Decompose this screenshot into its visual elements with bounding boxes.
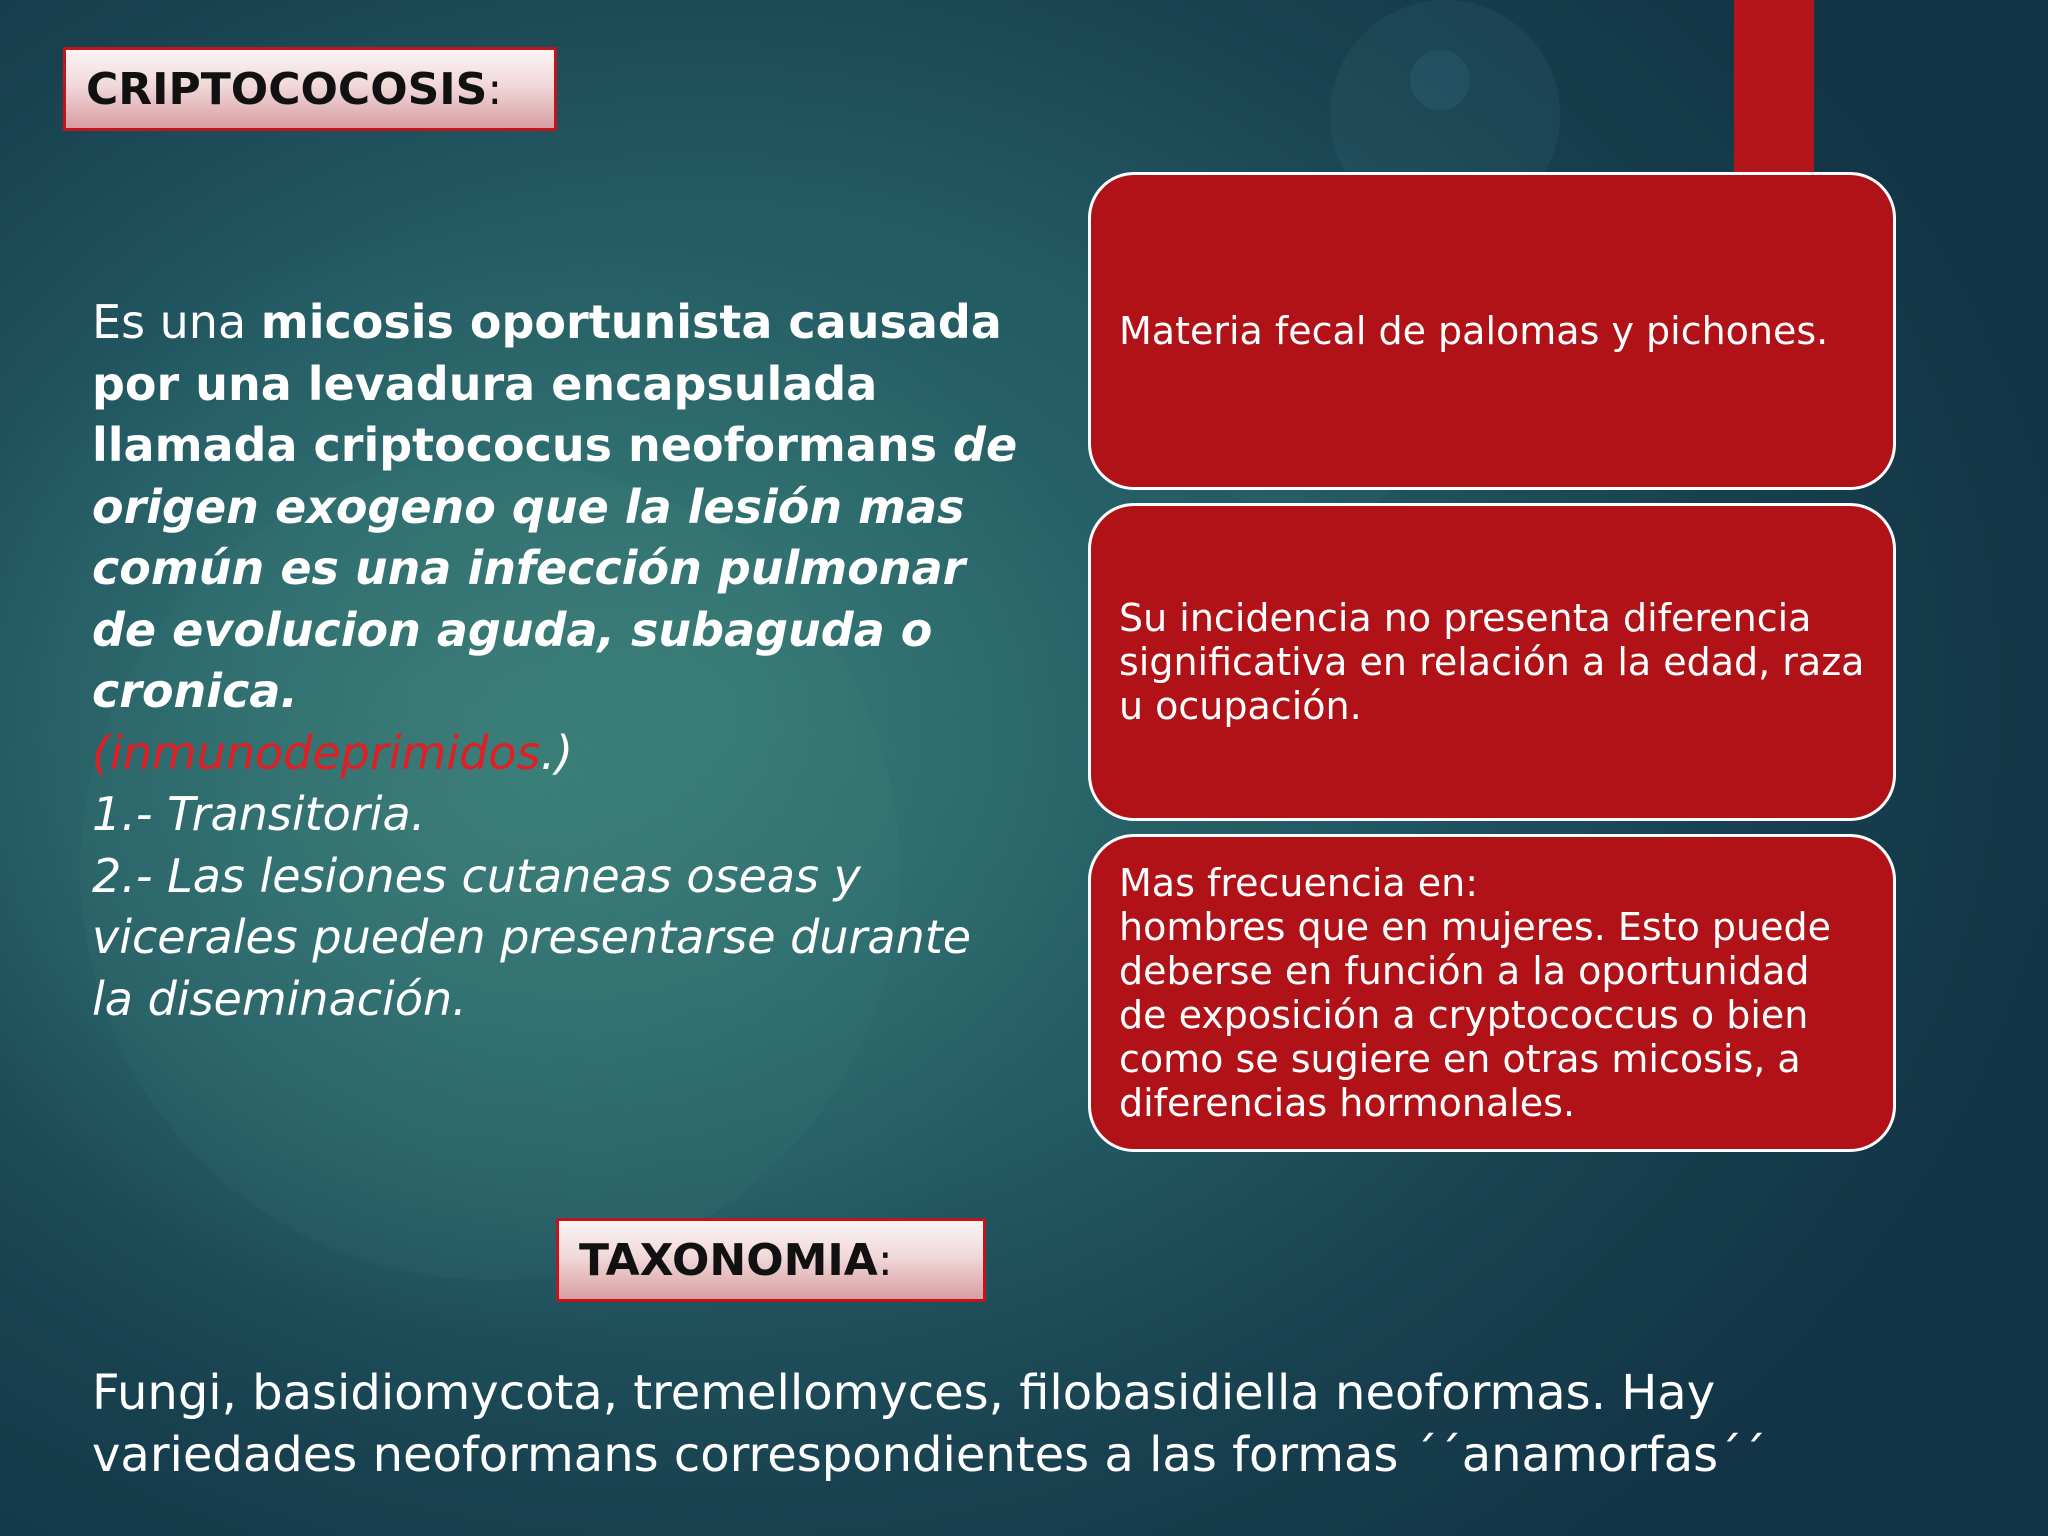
info-card-3-line-1: Mas frecuencia en: — [1119, 861, 1479, 905]
slide-title-colon: : — [487, 63, 503, 115]
description-intro: Es una — [92, 295, 261, 349]
decorative-red-bar — [1734, 0, 1814, 180]
taxonomy-title — [556, 1218, 986, 1302]
info-card-2 — [1088, 503, 1896, 821]
background-bokeh — [1410, 50, 1470, 110]
description-text — [92, 292, 1022, 1030]
info-card-3 — [1088, 834, 1896, 1152]
slide-title-text: CRIPTOCOCOSIS — [86, 63, 488, 115]
description-bold-italic: de origen exogeno que la lesión mas común es una infección pulmonar de evolucion aguda, subaguda o cronica. — [92, 418, 1018, 718]
taxonomy-line-1: Fungi, basidiomycota, tremellomyces, filobasidiella neoformas. Hay — [92, 1365, 1716, 1421]
taxonomy-text — [92, 1362, 1992, 1486]
info-card-1-line-1: Materia fecal de palomas y pichones. — [1119, 309, 1829, 353]
taxonomy-title-text: TAXONOMIA — [579, 1234, 878, 1286]
description-bold: micosis oportunista causada por una levadura encapsulada llamada criptococus neoformans — [92, 295, 1002, 472]
description-red-note: inmunodeprimidos — [109, 725, 541, 780]
description-paren-open: ( — [92, 725, 110, 780]
description-paren-close: .) — [540, 725, 574, 780]
info-card-2-line-1: Su incidencia no presenta diferencia significativa en relación a la edad, raza u ocupación. — [1119, 596, 1865, 728]
description-item-1: 1.- Transitoria. — [92, 787, 426, 841]
taxonomy-line-2: variedades neoformans correspondientes a las formas ´´anamorfas´´ — [92, 1427, 1767, 1483]
taxonomy-title-colon: : — [877, 1234, 893, 1286]
info-card-3-line-2: hombres que en mujeres. Esto puede deberse en función a la oportunidad de exposición a cryptococcus o bien como se sugiere en otras micosis, a diferencias hormonales. — [1119, 905, 1831, 1125]
slide-title — [63, 47, 557, 131]
description-item-2: 2.- Las lesiones cutaneas oseas y vicerales pueden presentarse durante la diseminación. — [92, 848, 972, 1026]
info-card-1 — [1088, 172, 1896, 490]
